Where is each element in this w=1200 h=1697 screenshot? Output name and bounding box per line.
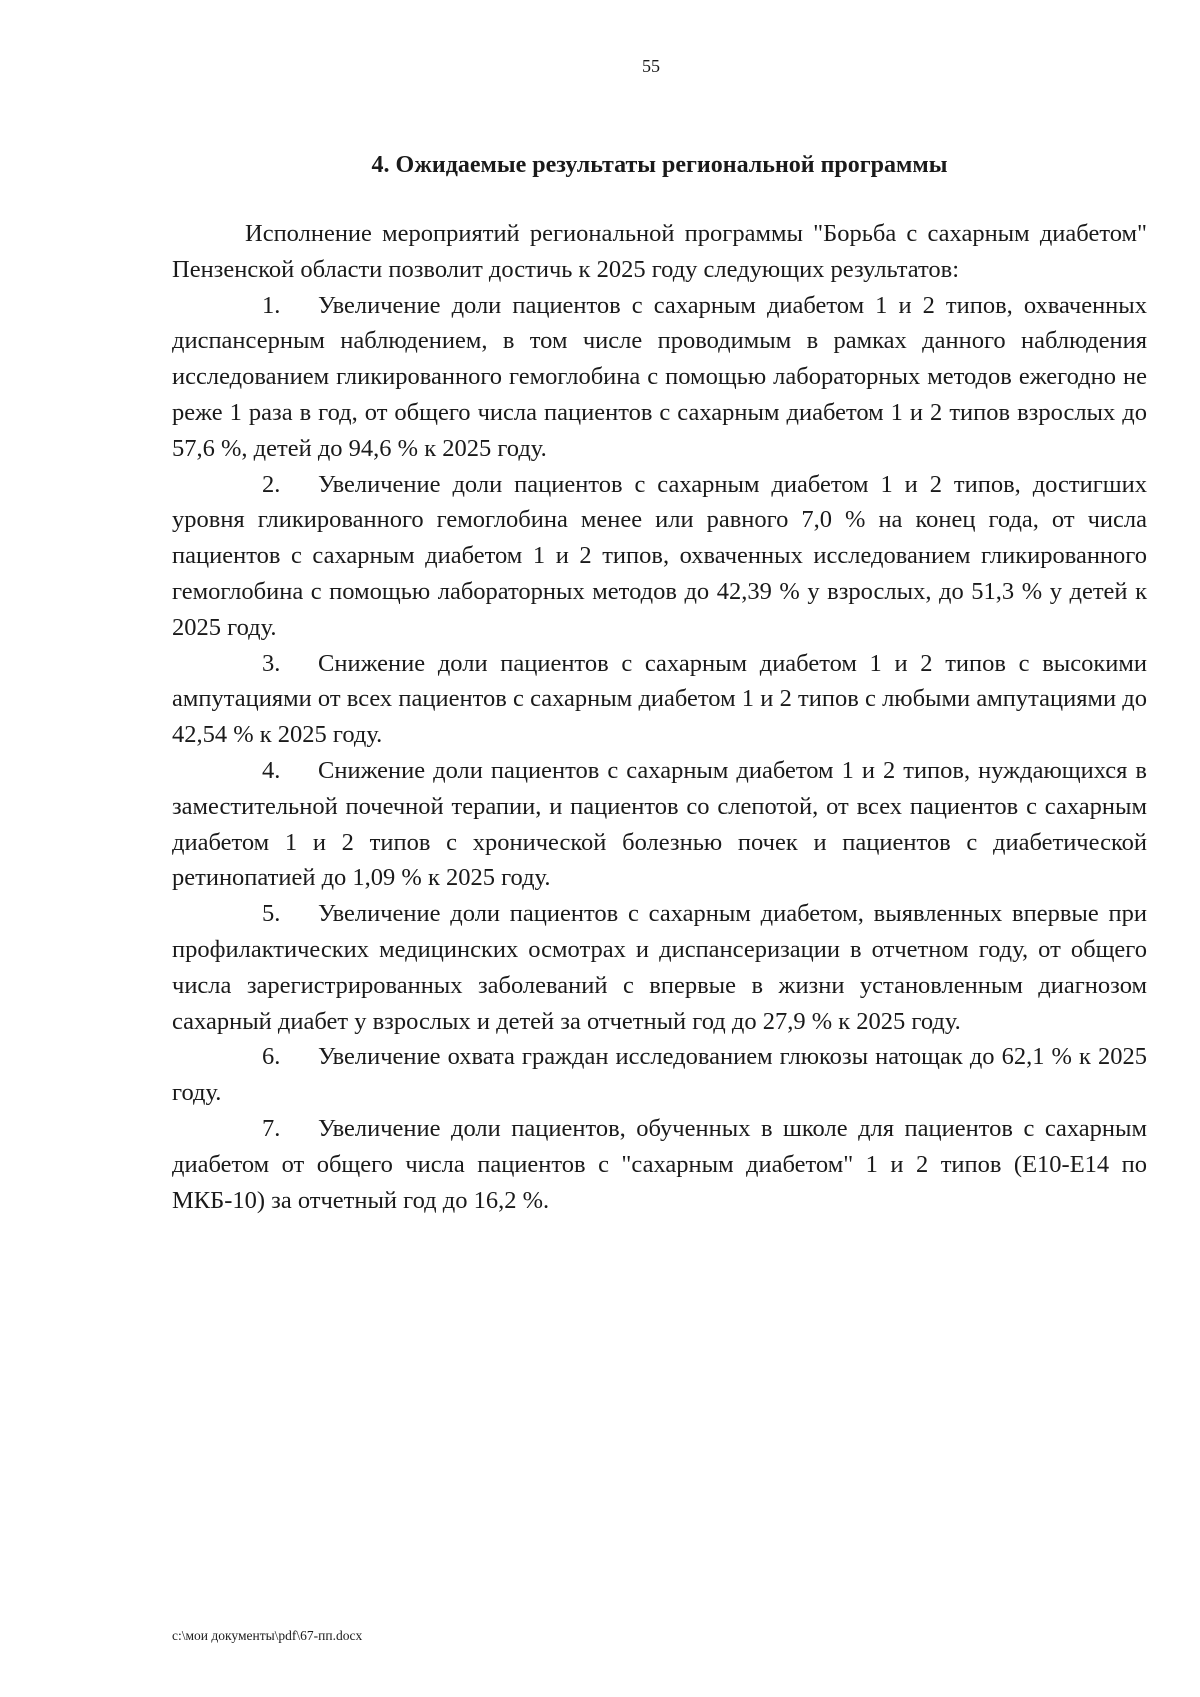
item-number: 5. <box>262 900 281 928</box>
result-item-2 <box>172 467 1147 646</box>
intro-paragraph: Исполнение мероприятий региональной программы "Борьба с сахарным диабетом" Пензенской области позволит достичь к 2025 году следующих результатов: <box>172 220 1147 283</box>
result-item-7 <box>172 1111 1147 1218</box>
result-item-5 <box>172 896 1147 1039</box>
result-item-6 <box>172 1039 1147 1111</box>
document-body <box>172 216 1147 1218</box>
result-item-3 <box>172 646 1147 753</box>
item-text: Увеличение доли пациентов, обученных в школе для пациентов с сахарным диабетом от общего числа пациентов с "сахарным диабетом" 1 и 2 типов (Е10-Е14 по МКБ-10) за отчетный год до 16,2 %. <box>172 1114 1147 1214</box>
item-text: Увеличение охвата граждан исследованием глюкозы натощак до 62,1 % к 2025 году. <box>172 1043 1147 1107</box>
page-number: 55 <box>642 56 660 76</box>
item-text: Увеличение доли пациентов с сахарным диабетом, выявленных впервые при профилактических медицинских осмотрах и диспансеризации в отчетном году, от общего числа зарегистрированных заболеваний с впервые в жизни установленным диагнозом сахарный диабет у взрослых и детей за отчетный год до 27,9 % к 2025 году. <box>172 900 1147 1035</box>
result-item-1 <box>172 288 1147 467</box>
item-number: 1. <box>262 291 281 319</box>
section-heading: 4. Ожидаемые результаты региональной программы <box>371 152 948 178</box>
item-text: Снижение доли пациентов с сахарным диабетом 1 и 2 типов, нуждающихся в заместительной почечной терапии, и пациентов со слепотой, от всех пациентов с сахарным диабетом 1 и 2 типов с хронической болезнью почек и пациентов с диабетической ретинопатией до 1,09 % к 2025 году. <box>172 756 1147 892</box>
item-number: 6. <box>262 1043 281 1071</box>
item-text: Снижение доли пациентов с сахарным диабетом 1 и 2 типов с высокими ампутациями от всех пациентов с сахарным диабетом 1 и 2 типов с любыми ампутациями до 42,54 % к 2025 году. <box>172 649 1147 749</box>
item-number: 7. <box>262 1114 281 1142</box>
item-text: Увеличение доли пациентов с сахарным диабетом 1 и 2 типов, охваченных диспансерным наблюдением, в том числе проводимым в рамках данного наблюдения исследованием гликированного гемоглобина с помощью лабораторных методов ежегодно не реже 1 раза в год, от общего числа пациентов с сахарным диабетом 1 и 2 типов взрослых до 57,6 %, детей до 94,6 % к 2025 году. <box>172 291 1147 462</box>
item-text: Увеличение доли пациентов с сахарным диабетом 1 и 2 типов, достигших уровня гликированного гемоглобина менее или равного 7,0 % на конец года, от числа пациентов с сахарным диабетом 1 и 2 типов, охваченных исследованием гликированного гемоглобина с помощью лабораторных методов до 42,39 % у взрослых, до 51,3 % у детей к 2025 году. <box>172 470 1147 641</box>
result-item-4 <box>172 753 1147 896</box>
item-number: 3. <box>262 649 281 677</box>
file-path-footer: c:\мои документы\pdf\67-пп.docx <box>172 1628 363 1643</box>
item-number: 4. <box>262 756 281 784</box>
item-number: 2. <box>262 470 281 498</box>
